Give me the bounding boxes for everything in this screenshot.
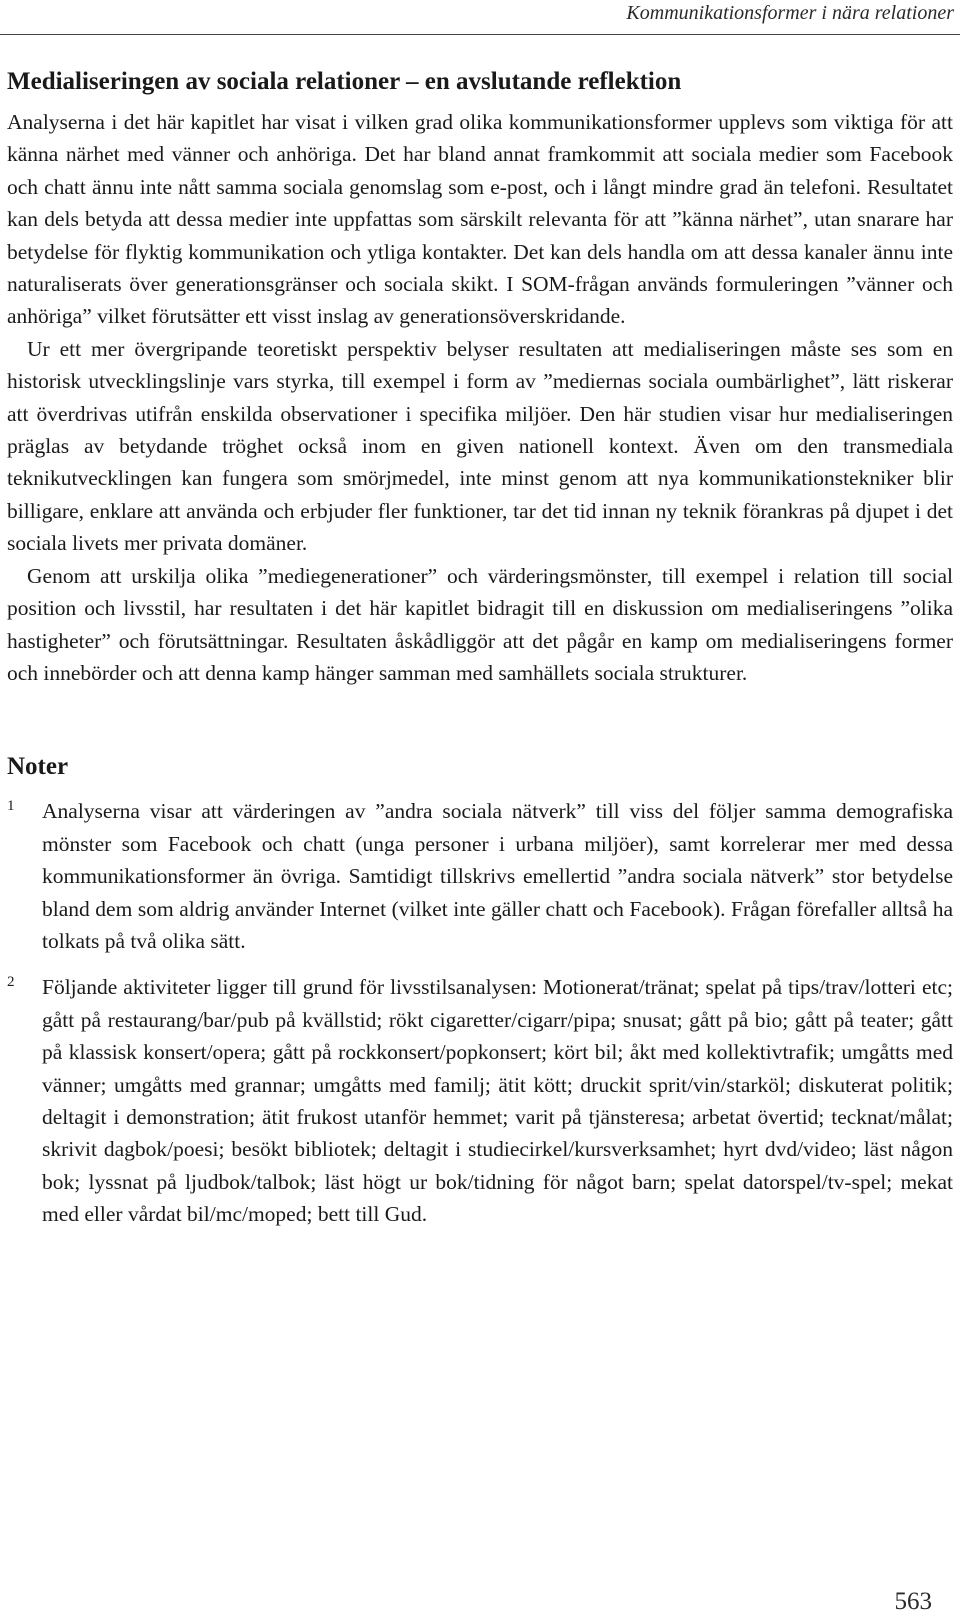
body-paragraph-2: Ur ett mer övergripande teoretiskt perspektiv belyser resultaten att medialiseringen måste ses som en historisk utvecklingslinje vars styrka, till exempel i form av ”mediernas sociala oumbärlighet”, lätt riskerar att överdrivas utifrån enskilda observationer i specifika miljöer. Den här studien visar hur medialiseringen präglas av betydande tröghet också inom en given nationell kontext. Även om den transmediala teknikutvecklingen kan fungera som smörjmedel, inte minst genom att nya kommunikationstekniker blir billigare, enklare att använda och erbjuder fler funktioner, tar det tid innan ny teknik förankras på djupet i det sociala livets mer privata domäner. <box>7 336 953 556</box>
section-heading: Medialiseringen av sociala relationer – en avslutande reflektion <box>7 68 682 95</box>
running-header: Kommunikationsformer i nära relationer <box>626 2 954 24</box>
header-rule <box>0 34 960 35</box>
page-number: 563 <box>894 1588 932 1615</box>
body-paragraph-3: Genom att urskilja olika ”mediegenerationer” och värderingsmönster, till exempel i relation till social position och livsstil, har resultaten i det här kapitlet bidragit till en diskussion om medialiseringens ”olika hastigheter” och förutsättningar. Resultaten åskådliggör att det pågår en kamp om medialiseringens former och innebörder och att denna kamp hänger samman med samhällets sociala strukturer. <box>7 563 953 685</box>
note-text: Följande aktiviteter ligger till grund för livsstilsanalysen: Motionerat/tränat; spelat på tips/trav/lotteri etc; gått på restaurang/bar/pub på kvällstid; rökt cigaretter/cigarr/pipa; snusat; gått på bio; gått på teater; gått på klassisk konsert/opera; gått på rockkonsert/popkonsert; kört bil; åkt med kollektivtrafik; umgåtts med vänner; umgåtts med grannar; umgåtts med familj; ätit kött; druckit sprit/vin/starköl; diskuterat politik; deltagit i demonstration; ätit frukost utanför hemmet; varit på tjänsteresa; arbetat övertid; tecknat/målat; skrivit dagbok/poesi; besökt bibliotek; deltagit i studiecirkel/kursverksamhet; hyrt dvd/video; läst någon bok; lyssnat på ljudbok/talbok; läst högt ur bok/tidning för något barn; spelat datorspel/tv-spel; mekat med eller vårdat bil/mc/moped; bett till Gud. <box>42 975 953 1227</box>
note-number: 1 <box>7 798 15 815</box>
note-number: 2 <box>7 974 15 991</box>
notes-list <box>7 795 953 1230</box>
note-item <box>7 971 953 1230</box>
page-content <box>7 66 953 1245</box>
section-body <box>7 106 953 689</box>
note-text: Analyserna visar att värderingen av ”andra sociala nätverk” till viss del följer samma demografiska mönster som Facebook och chatt (unga personer i urbana miljöer), samt korrelerar mer med dessa kommunikationsformer än övriga. Samtidigt tillskrivs emellertid ”andra sociala nätverk” stor betydelse bland dem som aldrig använder Internet (vilket inte gäller chatt och Facebook). Frågan förefaller alltså ha tolkats på två olika sätt. <box>42 799 953 953</box>
note-item <box>7 795 953 957</box>
body-paragraph-1: Analyserna i det här kapitlet har visat i vilken grad olika kommunikationsformer upplevs som viktiga för att känna närhet med vänner och anhöriga. Det har bland annat framkommit att sociala medier som Facebook och chatt ännu inte nått samma sociala genomslag som e-post, och i långt mindre grad än telefoni. Resultatet kan dels betyda att dessa medier inte uppfattas som särskilt relevanta för att ”känna närhet”, utan snarare har betydelse för flyktig kommunikation och ytliga kontakter. Det kan dels handla om att dessa kanaler ännu inte naturaliserats över generationsgränser och sociala skikt. I SOM-frågan används formuleringen ”vänner och anhöriga” vilket förutsätter ett visst inslag av generationsöverskridande. <box>7 110 953 329</box>
notes-heading: Noter <box>7 753 69 781</box>
